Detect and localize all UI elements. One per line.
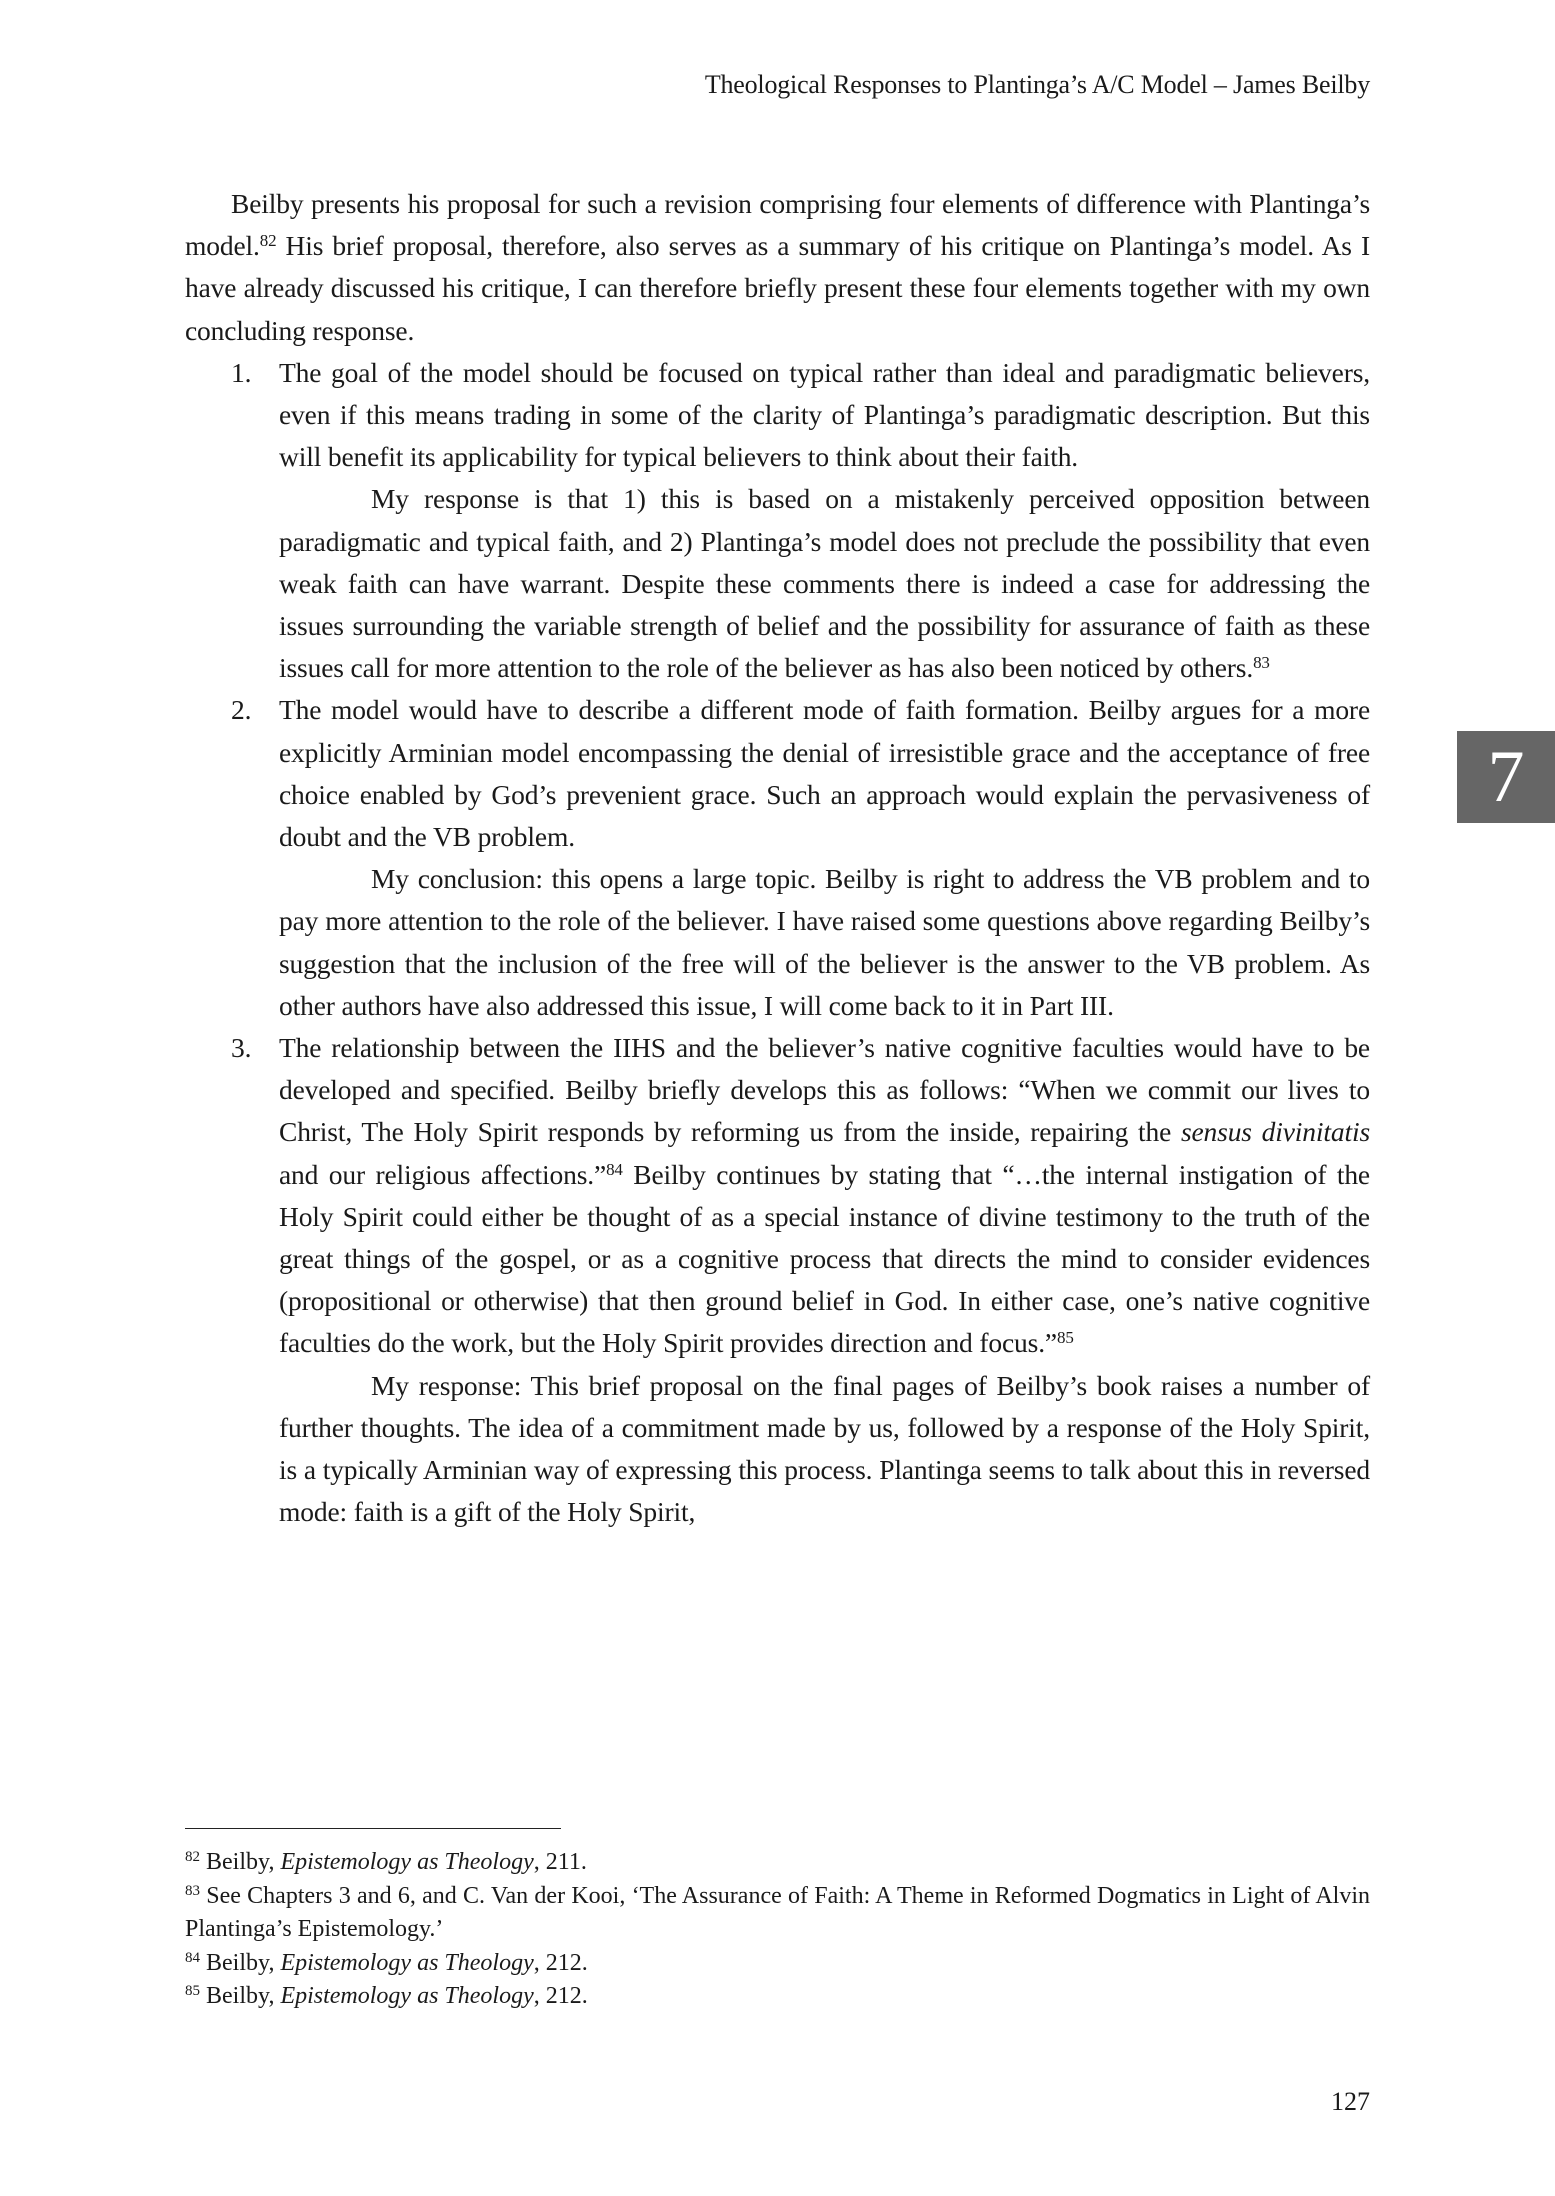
- response-paragraph: [279, 1365, 1370, 1534]
- numbered-list: [185, 352, 1370, 1534]
- item-paragraph: [279, 352, 1370, 479]
- response-paragraph: [279, 858, 1370, 1027]
- italic-text: Epistemology as Theology: [280, 1849, 534, 1875]
- footnote-ref: 83: [185, 1882, 200, 1899]
- footnote-ref: 82: [259, 231, 277, 251]
- text-run: Beilby,: [200, 1949, 281, 1976]
- text-run: Beilby presents his proposal for such a revision comprising four elements of difference with Plantinga’s model.: [185, 188, 1370, 262]
- footnote-ref: 84: [606, 1159, 623, 1179]
- text-run: The model would have to describe a different mode of faith formation. Beilby argues for a more explicitly Arminian model encompassing the denial of irresistible grace and the acceptance of free choice enabled by God’s prevenient grace. Such an approach would explain the pervasiveness of doubt and the VB problem.: [279, 694, 1370, 853]
- footnote: [185, 1980, 1370, 2014]
- list-item: [185, 689, 1370, 1027]
- list-number: 3.: [231, 1032, 252, 1064]
- text-run: The goal of the model should be focused on typical rather than ideal and paradigmatic believers, even if this means trading in some of the clarity of Plantinga’s paradigmatic description. But this will benefit its applicability for typical believers to think about their faith.: [279, 356, 1370, 473]
- footnote-divider: [185, 1828, 561, 1829]
- list-number: 2.: [231, 694, 252, 726]
- text-run: My conclusion: this opens a large topic. Beilby is right to address the VB problem and to pay more attention to the role of the believer. I have raised some questions above regarding Beilby’s suggestion that the inclusion of the free will of the believer is the answer to the VB problem. As other authors have also addressed this issue, I will come back to it in Part III.: [279, 863, 1370, 1021]
- text-run: My response is that 1) this is based on a mistakenly perceived opposition between paradigmatic and typical faith, and 2) Plantinga’s model does not preclude the possibility that even weak faith can have warrant. Despite these comments there is indeed a case for addressing the issues surrounding the variable strength of belief and the possibility for assurance of faith as these issues call for more attention to the role of the believer as has also been noticed by others.: [279, 483, 1370, 684]
- list-number: 1.: [231, 356, 252, 388]
- italic-text: sensus divinitatis: [1180, 1116, 1370, 1148]
- footnote-ref: 82: [185, 1849, 200, 1865]
- footnote: [185, 1846, 1370, 1880]
- chapter-tab: 7: [1457, 731, 1555, 823]
- text-run: My response: This brief proposal on the final pages of Beilby’s book raises a number of further thoughts. The idea of a commitment made by us, followed by a response of the Holy Spirit, is a typically Arminian way of expressing this process. Plantinga seems to talk about this in reversed mode: faith is a gift of the Holy Spirit,: [279, 1369, 1370, 1528]
- text-run: Beilby,: [200, 1983, 281, 2010]
- intro-paragraph: [185, 183, 1370, 352]
- italic-text: Epistemology as Theology: [280, 1983, 534, 2010]
- footnote-ref: 85: [185, 1983, 200, 2000]
- text-run: Beilby,: [200, 1849, 281, 1875]
- text-run: See Chapters 3 and 6, and C. Van der Kooi, ‘The Assurance of Faith: A Theme in Reformed Dogmatics in Light of Alvin Plantinga’s Epistemology.’: [185, 1882, 1370, 1943]
- text-run: His brief proposal, therefore, also serves as a summary of his critique on Plantinga’s model. As I have already discussed his critique, I can therefore briefly present these four elements together with my own concluding response.: [185, 230, 1370, 346]
- footnote: [185, 1947, 1370, 1981]
- footnote-ref: 83: [1253, 653, 1270, 673]
- footnote-ref: 84: [185, 1949, 200, 1966]
- list-item: [185, 352, 1370, 690]
- page-number: 127: [1331, 2087, 1370, 2116]
- item-paragraph: [279, 1027, 1370, 1365]
- text-run: and our religious affections.”: [279, 1158, 607, 1190]
- response-paragraph: [279, 478, 1370, 689]
- text-run: The relationship between the IIHS and the believer’s native cognitive faculties would have to be developed and specified. Beilby briefly develops this as follows: “When we commit our lives to Christ, The Holy Spirit responds by reforming us from the inside, repairing the: [279, 1032, 1370, 1148]
- item-paragraph: [279, 689, 1370, 858]
- running-header: Theological Responses to Plantinga’s A/C Model – James Beilby: [704, 70, 1370, 99]
- text-run: Beilby continues by stating that “…the internal instigation of the Holy Spirit could either be thought of as a special instance of divine testimony to the truth of the great things of the gospel, or as a cognitive process that directs the mind to consider evidences (propositional or otherwise) that then ground belief in God. In either case, one’s native cognitive faculties do the work, but the Holy Spirit provides direction and focus.”: [279, 1158, 1370, 1359]
- text-run: , 212.: [533, 1983, 588, 2010]
- footnote-ref: 85: [1056, 1328, 1074, 1348]
- footnote: [185, 1880, 1370, 1947]
- italic-text: Epistemology as Theology: [280, 1949, 534, 1976]
- text-run: , 212.: [533, 1949, 588, 1976]
- main-text: [185, 183, 1370, 1534]
- list-item: [185, 1027, 1370, 1533]
- footnotes: [185, 1846, 1370, 2014]
- text-run: , 211.: [533, 1849, 587, 1875]
